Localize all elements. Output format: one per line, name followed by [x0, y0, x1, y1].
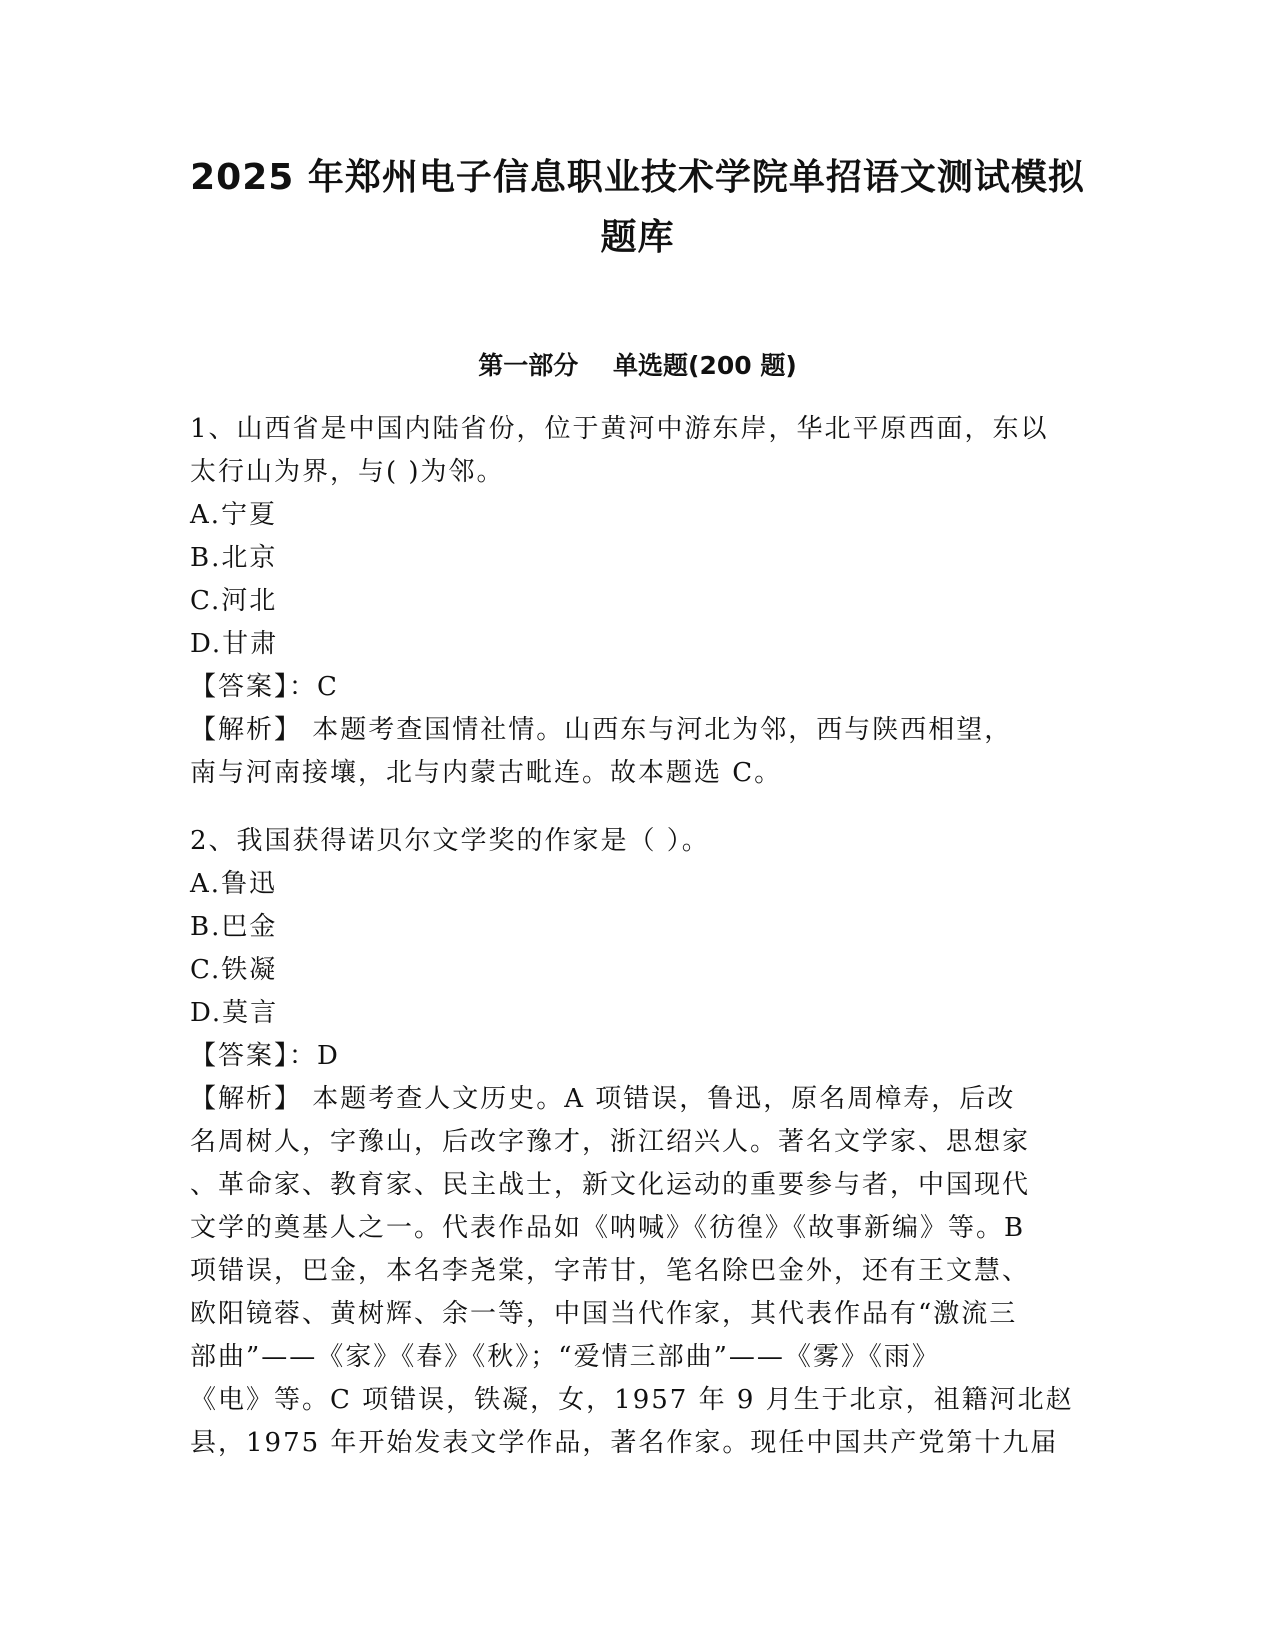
analysis-line: 文学的奠基人之一。代表作品如《呐喊》《彷徨》《故事新编》等。B — [190, 1213, 1026, 1243]
analysis-line: 项错误，巴金，本名李尧棠，字芾甘，笔名除巴金外，还有王文慧、 — [190, 1256, 1031, 1286]
analysis-line: 《电》等。C 项错误，铁凝，女，1957 年 9 月生于北京，祖籍河北赵 — [190, 1385, 1074, 1415]
document-title-line-2: 题库 — [600, 217, 675, 258]
question-1 — [190, 408, 1100, 795]
option-a: A.宁夏 — [190, 500, 278, 530]
document-title — [175, 148, 1100, 268]
analysis-line: 南与河南接壤，北与内蒙古毗连。故本题选 C。 — [190, 758, 783, 788]
option-b: B.巴金 — [190, 912, 278, 942]
option-d: D.甘肃 — [190, 629, 279, 659]
option-a: A.鲁迅 — [190, 869, 278, 899]
question-stem: 2、我国获得诺贝尔文学奖的作家是（ ）。 — [190, 826, 710, 856]
option-c: C.铁凝 — [190, 955, 278, 985]
analysis-line: 、革命家、教育家、民主战士，新文化运动的重要参与者，中国现代 — [190, 1170, 1031, 1200]
answer: 【答案】：C — [190, 672, 339, 702]
analysis-line: 名周树人，字豫山，后改字豫才，浙江绍兴人。著名文学家、思想家 — [190, 1127, 1031, 1157]
question-2 — [190, 820, 1100, 1465]
answer: 【答案】：D — [190, 1041, 340, 1071]
analysis-line: 【解析】 本题考查国情社情。山西东与河北为邻，西与陕西相望， — [190, 715, 1013, 745]
analysis-line: 【解析】 本题考查人文历史。A 项错误，鲁迅，原名周樟寿，后改 — [190, 1084, 1016, 1114]
option-b: B.北京 — [190, 543, 278, 573]
option-c: C.河北 — [190, 586, 278, 616]
question-stem: 1、山西省是中国内陆省份，位于黄河中游东岸，华北平原西面，东以 — [190, 414, 1049, 444]
analysis-line: 欧阳镜蓉、黄树辉、余一等，中国当代作家，其代表作品有“激流三 — [190, 1299, 1018, 1329]
question-stem: 太行山为界，与( )为邻。 — [190, 457, 505, 487]
analysis-line: 县，1975 年开始发表文学作品，著名作家。现任中国共产党第十九届 — [190, 1428, 1059, 1458]
option-d: D.莫言 — [190, 998, 279, 1028]
analysis-line: 部曲”——《家》《春》《秋》；“爱情三部曲”——《雾》《雨》 — [190, 1342, 940, 1372]
section-title: 第一部分 单选题(200 题) — [478, 351, 797, 380]
document-title-line-1: 2025 年郑州电子信息职业技术学院单招语文测试模拟 — [190, 157, 1085, 198]
